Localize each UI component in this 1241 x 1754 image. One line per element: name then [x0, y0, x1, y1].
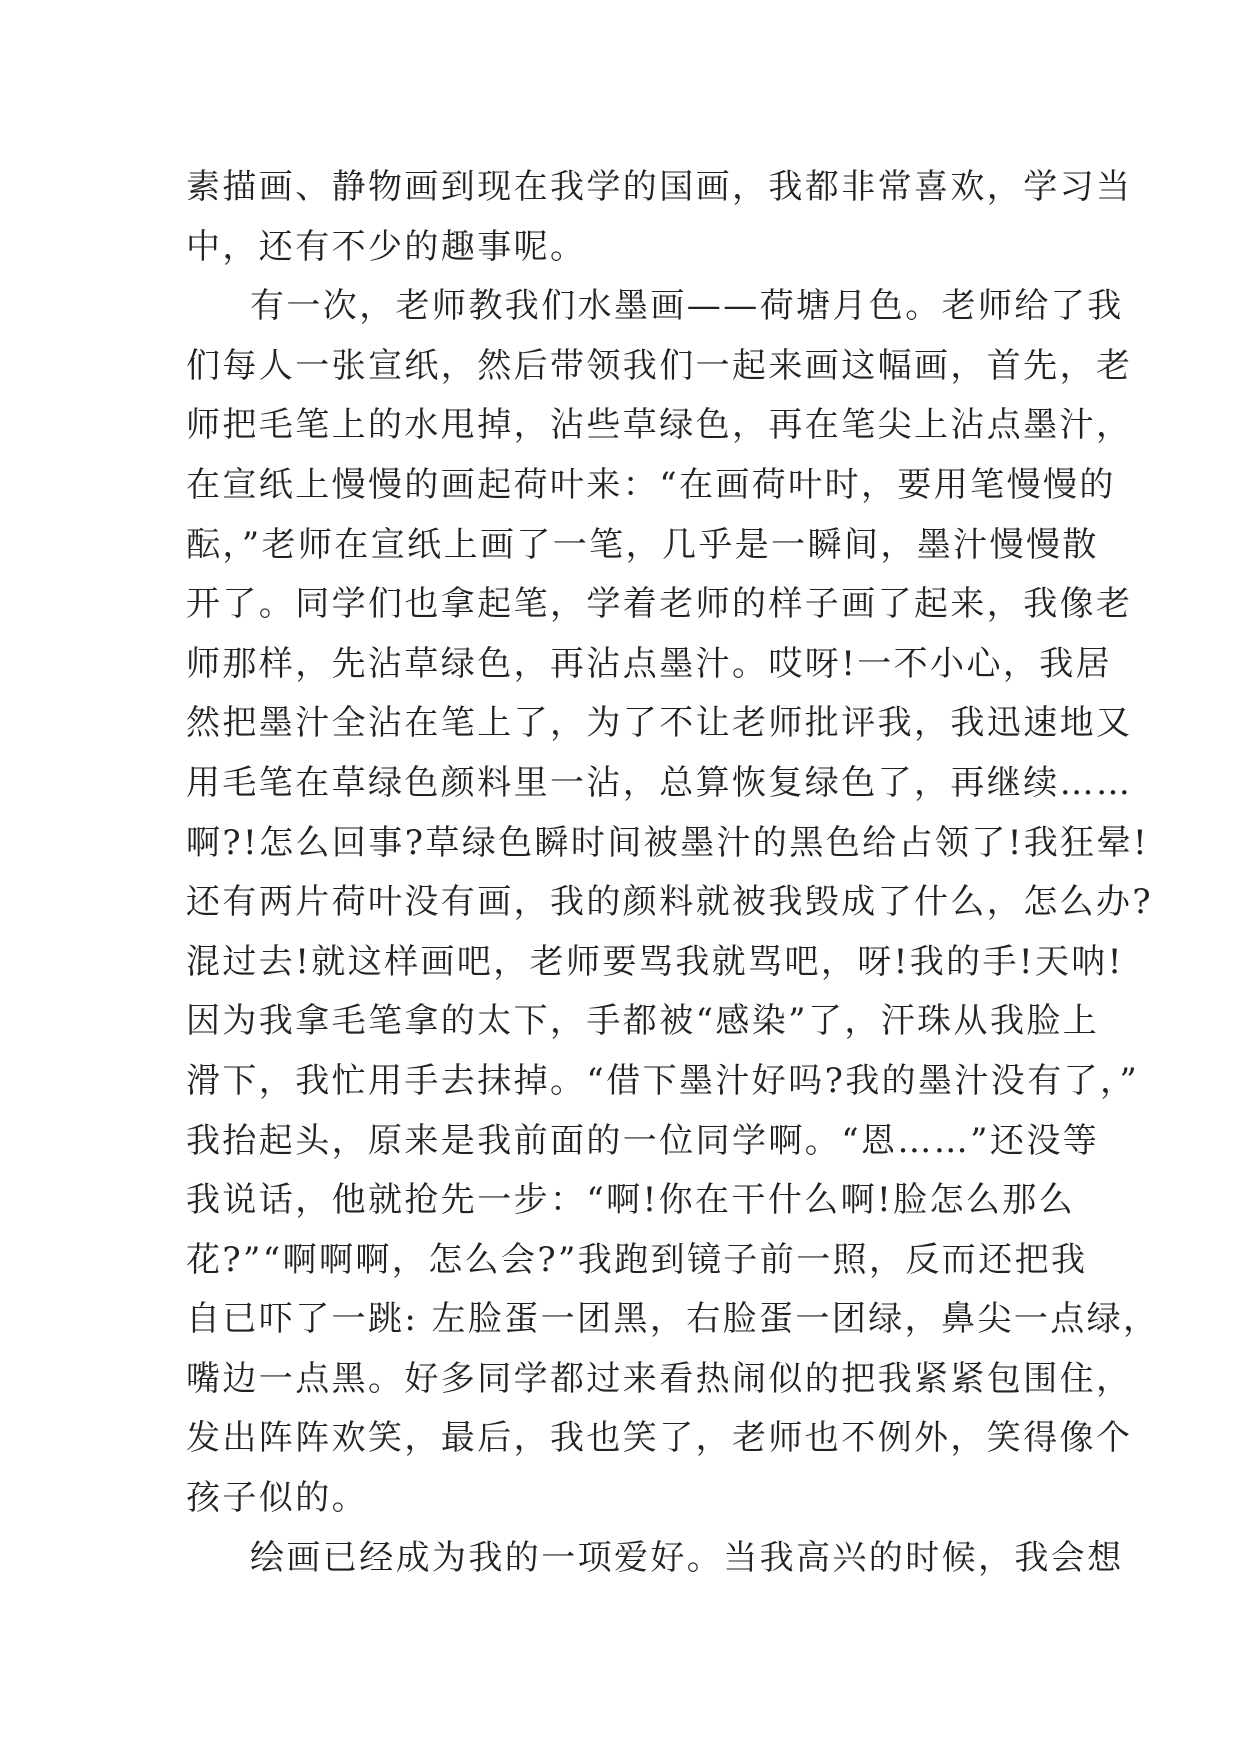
text-line: 孩子似的。: [186, 1478, 368, 1519]
text-line: 酝，”老师在宣纸上画了一笔，几乎是一瞬间，墨汁慢慢散: [186, 524, 1099, 565]
paragraph-start-line: 有一次，老师教我们水墨画——荷塘月色。老师给了我: [250, 286, 1124, 327]
text-line: 花?”“啊啊啊，怎么会?”我跑到镜子前一照，反而还把我: [186, 1239, 1088, 1280]
paragraph-start-line: 绘画已经成为我的一项爱好。当我高兴的时候，我会想: [250, 1537, 1124, 1578]
text-line: 中，还有不少的趣事呢。: [186, 226, 587, 267]
text-line: 们每人一张宣纸，然后带领我们一起来画这幅画，首先，老: [186, 345, 1133, 386]
text-line: 混过去!就这样画吧，老师要骂我就骂吧，呀!我的手!天呐!: [186, 941, 1124, 982]
text-line: 然把墨汁全沾在笔上了，为了不让老师批评我，我迅速地又: [186, 703, 1133, 744]
text-line: 滑下，我忙用手去抹掉。“借下墨汁好吗?我的墨汁没有了，”: [186, 1060, 1140, 1101]
text-line: 还有两片荷叶没有画，我的颜料就被我毁成了什么，怎么办?: [186, 882, 1154, 923]
text-line: 我说话，他就抢先一步：“啊!你在干什么啊!脸怎么那么: [186, 1180, 1076, 1221]
text-line: 因为我拿毛笔拿的太下，手都被“感染”了，汗珠从我脸上: [186, 1001, 1100, 1042]
text-line: 开了。同学们也拿起笔，学着老师的样子画了起来，我像老: [186, 584, 1133, 625]
text-line: 嘴边一点黑。好多同学都过来看热闹似的把我紧紧包围住，: [186, 1358, 1133, 1399]
text-line: 师把毛笔上的水甩掉，沾些草绿色，再在笔尖上沾点墨汁，: [186, 405, 1133, 446]
text-line: 素描画、静物画到现在我学的国画，我都非常喜欢，学习当: [186, 167, 1133, 207]
text-line: 啊?!怎么回事?草绿色瞬时间被墨汁的黑色给占领了!我狂晕!: [186, 822, 1150, 863]
text-line: 我抬起头，原来是我前面的一位同学啊。“恩……”还没等: [186, 1120, 1100, 1161]
text-line: 师那样，先沾草绿色，再沾点墨汁。哎呀!一不小心，我居: [186, 643, 1113, 684]
text-line: 自已吓了一跳: 左脸蛋一团黑，右脸蛋一团绿，鼻尖一点绿，: [186, 1299, 1160, 1340]
text-line: 发出阵阵欢笑，最后，我也笑了，老师也不例外，笑得像个: [186, 1418, 1133, 1459]
text-line: 在宣纸上慢慢的画起荷叶来：“在画荷叶时，要用笔慢慢的: [186, 464, 1116, 505]
text-line: 用毛笔在草绿色颜料里一沾，总算恢复绿色了，再继续……: [186, 762, 1133, 803]
body-text: [186, 158, 1160, 1588]
